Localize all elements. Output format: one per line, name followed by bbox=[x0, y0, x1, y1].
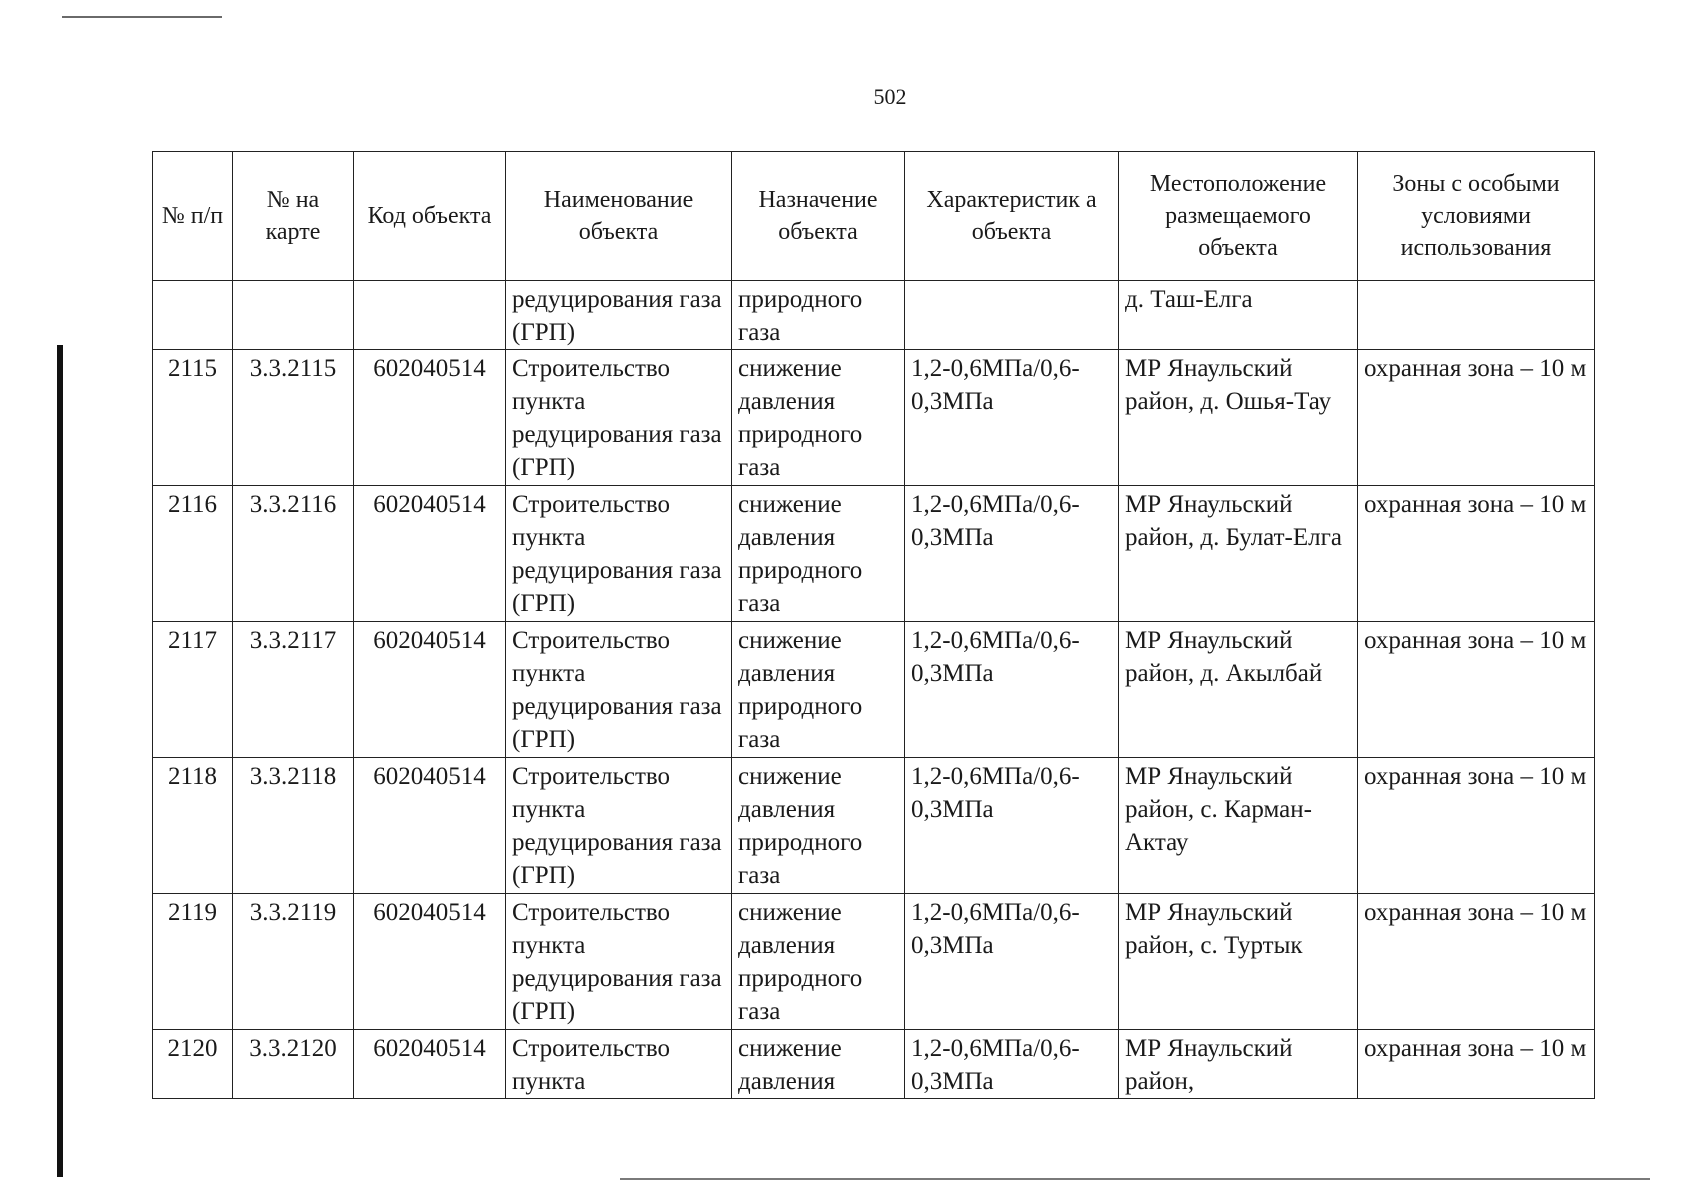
cell-object-characteristic: 1,2-0,6МПа/0,6-0,3МПа bbox=[905, 758, 1119, 894]
cell-object-location: МР Янаульский район, с. Карман-Актау bbox=[1119, 758, 1358, 894]
cell-map-number: 3.3.2117 bbox=[233, 622, 354, 758]
cell-object-code: 602040514 bbox=[354, 1030, 506, 1099]
cell-object-characteristic bbox=[905, 281, 1119, 350]
cell-object-code: 602040514 bbox=[354, 350, 506, 486]
cell-object-code bbox=[354, 281, 506, 350]
cell-object-characteristic: 1,2-0,6МПа/0,6-0,3МПа bbox=[905, 486, 1119, 622]
cell-object-name: Строительство пункта bbox=[506, 1030, 732, 1099]
cell-row-number: 2120 bbox=[153, 1030, 233, 1099]
scan-artifact-edge bbox=[57, 345, 63, 1177]
table-row bbox=[153, 1030, 1595, 1099]
cell-object-purpose: природного газа bbox=[732, 281, 905, 350]
header-row-number: № п/п bbox=[153, 152, 233, 281]
cell-object-purpose: снижение давления природного газа bbox=[732, 350, 905, 486]
cell-object-characteristic: 1,2-0,6МПа/0,6-0,3МПа bbox=[905, 622, 1119, 758]
cell-object-name: Строительство пункта редуцирования газа (ГРП) bbox=[506, 350, 732, 486]
cell-object-purpose: снижение давления bbox=[732, 1030, 905, 1099]
cell-object-location: МР Янаульский район, д. Ошья-Тау bbox=[1119, 350, 1358, 486]
table-header-row bbox=[153, 152, 1595, 281]
cell-object-characteristic: 1,2-0,6МПа/0,6-0,3МПа bbox=[905, 894, 1119, 1030]
cell-object-code: 602040514 bbox=[354, 758, 506, 894]
cell-row-number: 2117 bbox=[153, 622, 233, 758]
cell-object-name: Строительство пункта редуцирования газа (ГРП) bbox=[506, 758, 732, 894]
cell-row-number: 2118 bbox=[153, 758, 233, 894]
header-object-purpose: Назначение объекта bbox=[732, 152, 905, 281]
cell-object-name: Строительство пункта редуцирования газа (ГРП) bbox=[506, 486, 732, 622]
cell-object-purpose: снижение давления природного газа bbox=[732, 622, 905, 758]
page-number: 502 bbox=[873, 84, 907, 109]
cell-map-number: 3.3.2120 bbox=[233, 1030, 354, 1099]
table-row bbox=[153, 486, 1595, 622]
cell-row-number: 2116 bbox=[153, 486, 233, 622]
cell-object-code: 602040514 bbox=[354, 622, 506, 758]
cell-map-number: 3.3.2119 bbox=[233, 894, 354, 1030]
table-row bbox=[153, 350, 1595, 486]
cell-object-name: Строительство пункта редуцирования газа (ГРП) bbox=[506, 622, 732, 758]
scan-artifact-line bbox=[62, 16, 222, 18]
header-object-characteristic: Характеристик а объекта bbox=[905, 152, 1119, 281]
header-special-zones: Зоны с особыми условиями использования bbox=[1358, 152, 1595, 281]
cell-special-zones: охранная зона – 10 м bbox=[1358, 1030, 1595, 1099]
header-object-name: Наименование объекта bbox=[506, 152, 732, 281]
objects-table bbox=[152, 151, 1595, 1099]
table-row bbox=[153, 622, 1595, 758]
cell-object-location: д. Таш-Елга bbox=[1119, 281, 1358, 350]
cell-object-location: МР Янаульский район, bbox=[1119, 1030, 1358, 1099]
cell-object-location: МР Янаульский район, д. Булат-Елга bbox=[1119, 486, 1358, 622]
cell-object-code: 602040514 bbox=[354, 894, 506, 1030]
cell-special-zones: охранная зона – 10 м bbox=[1358, 894, 1595, 1030]
scan-artifact-line bbox=[620, 1178, 1650, 1180]
cell-map-number: 3.3.2115 bbox=[233, 350, 354, 486]
cell-object-location: МР Янаульский район, с. Туртык bbox=[1119, 894, 1358, 1030]
cell-object-name: редуцирования газа (ГРП) bbox=[506, 281, 732, 350]
cell-map-number: 3.3.2116 bbox=[233, 486, 354, 622]
header-object-location: Местоположение размещаемого объекта bbox=[1119, 152, 1358, 281]
cell-special-zones: охранная зона – 10 м bbox=[1358, 622, 1595, 758]
cell-object-characteristic: 1,2-0,6МПа/0,6-0,3МПа bbox=[905, 350, 1119, 486]
cell-object-name: Строительство пункта редуцирования газа (ГРП) bbox=[506, 894, 732, 1030]
cell-object-purpose: снижение давления природного газа bbox=[732, 894, 905, 1030]
cell-object-characteristic: 1,2-0,6МПа/0,6-0,3МПа bbox=[905, 1030, 1119, 1099]
header-map-number: № на карте bbox=[233, 152, 354, 281]
cell-object-code: 602040514 bbox=[354, 486, 506, 622]
cell-special-zones: охранная зона – 10 м bbox=[1358, 758, 1595, 894]
cell-object-purpose: снижение давления природного газа bbox=[732, 758, 905, 894]
cell-object-purpose: снижение давления природного газа bbox=[732, 486, 905, 622]
table-row-continuation bbox=[153, 281, 1595, 350]
header-object-code: Код объекта bbox=[354, 152, 506, 281]
table-row bbox=[153, 894, 1595, 1030]
cell-row-number bbox=[153, 281, 233, 350]
cell-special-zones: охранная зона – 10 м bbox=[1358, 486, 1595, 622]
table-row bbox=[153, 758, 1595, 894]
cell-row-number: 2119 bbox=[153, 894, 233, 1030]
cell-special-zones: охранная зона – 10 м bbox=[1358, 350, 1595, 486]
cell-map-number bbox=[233, 281, 354, 350]
cell-row-number: 2115 bbox=[153, 350, 233, 486]
cell-object-location: МР Янаульский район, д. Акылбай bbox=[1119, 622, 1358, 758]
cell-map-number: 3.3.2118 bbox=[233, 758, 354, 894]
cell-special-zones bbox=[1358, 281, 1595, 350]
